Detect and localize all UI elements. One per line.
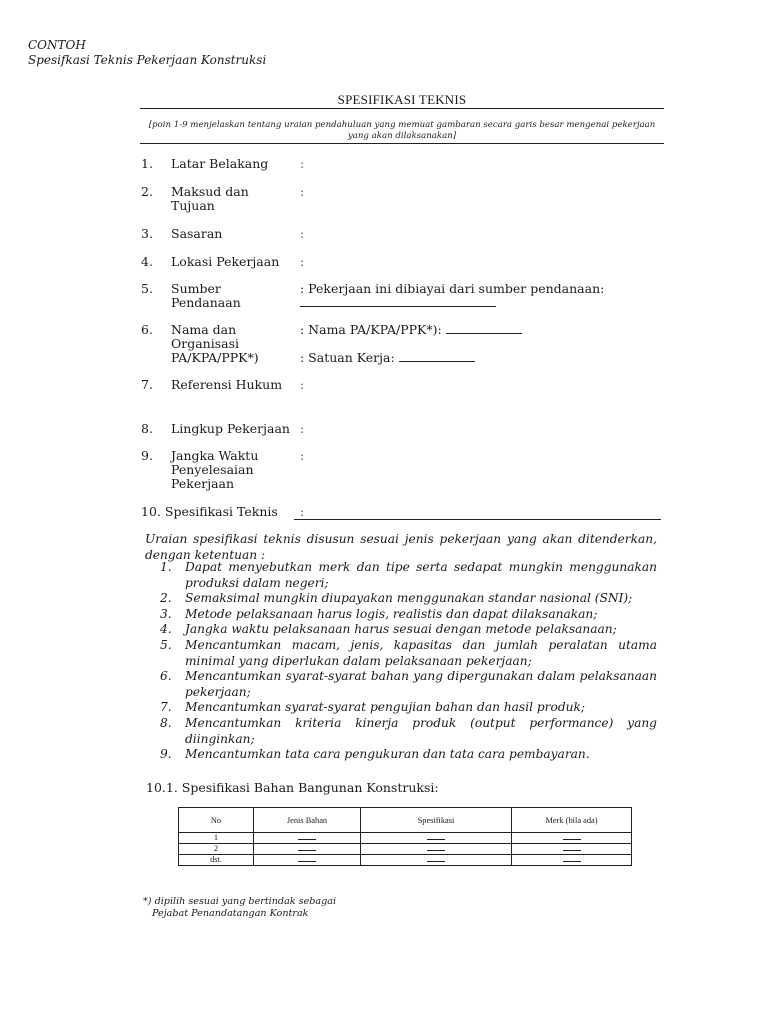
nama-pa-row — [300, 322, 522, 337]
list-item: 1. Dapat menyebutkan merk dan tipe serta sedapat mungkin menggunakan produksi dalam negeri; — [160, 560, 657, 590]
list-item: 9. Mencantumkan tata cara pengukuran dan tata cara pembayaran. — [160, 747, 590, 762]
doc-subtitle: Spesifkasi Teknis Pekerjaan Konstruksi — [28, 53, 267, 67]
table-row — [179, 844, 632, 855]
col-header-jenis-bahan: Jenis Bahan — [254, 808, 361, 833]
cell-blank — [361, 855, 512, 866]
item-label-referensi-hukum: Referensi Hukum — [171, 377, 283, 392]
cell-blank — [254, 833, 361, 844]
cell-no: 2 — [179, 844, 254, 855]
list-item: 3. Metode pelaksanaan harus logis, realistis dan dapat dilaksanakan; — [160, 606, 598, 621]
sumber-pendanaan-blank — [300, 306, 496, 307]
item-label-nama-organisasi: Nama dan Organisasi PA/KPA/PPK*) — [171, 322, 259, 365]
title-rule — [140, 108, 664, 109]
cell-blank — [361, 844, 512, 855]
cell-blank — [361, 833, 512, 844]
cell-no: 1 — [179, 833, 254, 844]
nama-pa-label: : Nama PA/KPA/PPK*): — [300, 322, 442, 337]
item-number: 5. — [141, 281, 153, 296]
list-item: 2. Semaksimal mungkin diupayakan menggunakan standar nasional (SNI); — [160, 591, 633, 606]
item-number: 6. — [141, 322, 153, 337]
item-label-maksud-tujuan: Maksud dan Tujuan — [171, 184, 249, 213]
footnote-line-2: Pejabat Penandatangan Kontrak — [152, 908, 309, 919]
item-10-label — [141, 504, 278, 519]
cell-no: dst. — [179, 855, 254, 866]
item-number: 8. — [141, 421, 153, 436]
item-number: 2. — [141, 184, 153, 199]
item-number: 9. — [141, 448, 153, 463]
footnote-line-1: *) dipilih sesuai yang bertindak sebagai — [143, 896, 337, 907]
intro-note: [poin 1-9 menjelaskan tentang uraian pendahuluan yang memuat gambaran secara garis besar mengenai pekerjaan yang akan dilaksanakan] — [148, 120, 656, 141]
list-item: 7. Mencantumkan syarat-syarat pengujian bahan dan hasil produk; — [160, 700, 585, 715]
item-number: 3. — [141, 226, 153, 241]
item-number: 7. — [141, 377, 153, 392]
spesifikasi-blank — [294, 519, 661, 520]
item-number: 1. — [141, 156, 153, 171]
intro-paragraph: Uraian spesifikasi teknis disusun sesuai jenis pekerjaan yang akan ditenderkan, dengan ketentuan : — [145, 532, 657, 562]
item-label-lokasi: Lokasi Pekerjaan — [171, 254, 280, 269]
satuan-kerja-blank — [399, 350, 475, 362]
cell-blank — [512, 833, 632, 844]
item-number: 4. — [141, 254, 153, 269]
satuan-kerja-row — [300, 350, 475, 365]
cell-blank — [512, 844, 632, 855]
cell-blank — [254, 855, 361, 866]
nama-pa-blank — [446, 322, 522, 334]
col-header-merk: Merk (bila ada) — [512, 808, 632, 833]
item-label-spesifikasi-teknis: Spesifikasi Teknis — [164, 504, 278, 519]
item-label-latar-belakang: Latar Belakang — [171, 156, 269, 171]
sumber-pendanaan-value: : Pekerjaan ini dibiayai dari sumber pendanaan: — [300, 281, 605, 296]
table-header-row — [179, 808, 632, 833]
item-label-jangka-waktu: Jangka Waktu Penyelesaian Pekerjaan — [171, 448, 259, 491]
doc-label: CONTOH — [28, 38, 86, 52]
table-row — [179, 855, 632, 866]
item-label-sasaran: Sasaran — [171, 226, 223, 241]
page-title: SPESIFIKASI TEKNIS — [337, 92, 467, 107]
bahan-table — [178, 807, 632, 866]
cell-blank — [254, 844, 361, 855]
item-colon: : — [300, 184, 305, 199]
cell-blank — [512, 855, 632, 866]
item-label-lingkup: Lingkup Pekerjaan — [171, 421, 290, 436]
subsection-title: 10.1. Spesifikasi Bahan Bangunan Konstruksi: — [146, 780, 439, 795]
col-header-spesifikasi: Spesifikasi — [361, 808, 512, 833]
satuan-kerja-label: : Satuan Kerja: — [300, 350, 395, 365]
item-colon: : — [300, 254, 305, 269]
rules-list — [160, 560, 657, 763]
list-item: 6. Mencantumkan syarat-syarat bahan yang dipergunakan dalam pelaksanaan pekerjaan; — [160, 669, 657, 699]
item-label-sumber-pendanaan: Sumber Pendanaan — [171, 281, 241, 310]
table-row — [179, 833, 632, 844]
list-item: 4. Jangka waktu pelaksanaan harus sesuai dengan metode pelaksanaan; — [160, 622, 617, 637]
item-colon: : — [300, 504, 305, 519]
item-colon: : — [300, 226, 305, 241]
item-colon: : — [300, 377, 305, 392]
list-item: 5. Mencantumkan macam, jenis, kapasitas dan jumlah peralatan utama minimal yang diperlukan dalam pelaksanaan pekerjaan; — [160, 637, 657, 668]
item-colon: : — [300, 156, 305, 171]
item-colon: : — [300, 448, 305, 463]
col-header-no: No — [179, 808, 254, 833]
item-number: 10. — [141, 504, 161, 519]
note-rule — [140, 143, 664, 144]
item-colon: : — [300, 421, 305, 436]
list-item: 8. Mencantumkan kriteria kinerja produk (output performance) yang diinginkan; — [160, 715, 657, 746]
